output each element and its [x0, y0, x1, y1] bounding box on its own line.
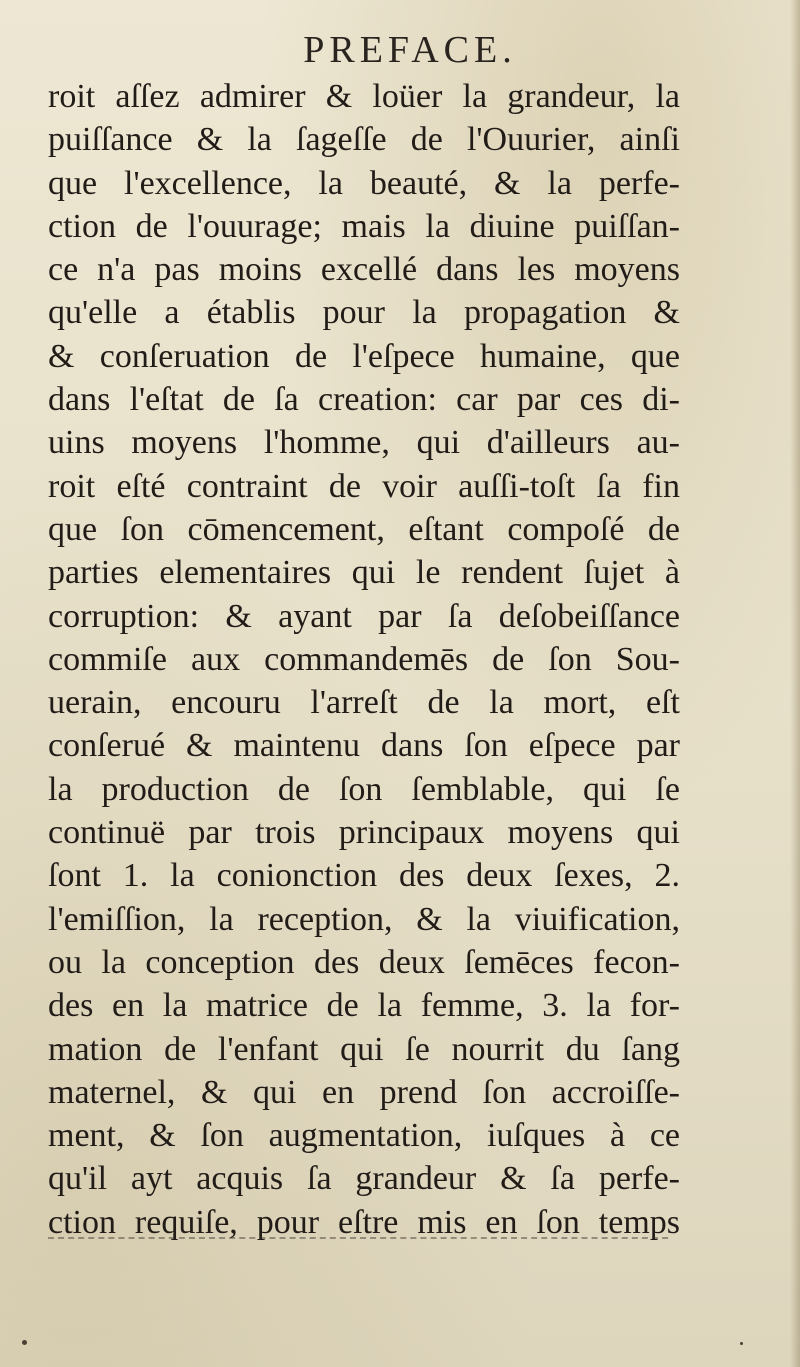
page-edge-shadow [790, 0, 800, 1367]
text-line: puiſſance & la ſageſſe de l'Ouurier, ainſi [48, 121, 680, 159]
text-line: commiſe aux commandemēs de ſon Sou- [48, 640, 680, 678]
text-line: roit aſſez admirer & loüer la grandeur, la [48, 78, 680, 115]
text-line: ou la conception des deux ſemēces fecon- [48, 943, 680, 981]
text-line: continuë par trois principaux moyens qui [48, 814, 680, 852]
text-line: ment, & ſon augmentation, iuſques à ce [48, 1117, 680, 1155]
text-line: corruption: & ayant par ſa deſobeiſſance [48, 597, 680, 635]
text-line: maternel, & qui en prend ſon accroiſſe- [48, 1073, 680, 1111]
text-line: l'emiſſion, la reception, & la viuification, [48, 900, 680, 938]
ink-speck [22, 1340, 27, 1345]
ink-speck [740, 1342, 743, 1345]
body-text [48, 75, 680, 1244]
text-line: dans l'eſtat de ſa creation: car par ces di- [48, 381, 680, 419]
text-line: des en la matrice de la femme, 3. la for- [48, 987, 680, 1025]
text-line: que l'excellence, la beauté, & la perfe- [48, 164, 680, 202]
running-head: PREFACE. [303, 29, 517, 71]
text-line: que ſon cōmencement, eſtant compoſé de [48, 510, 680, 548]
text-line: uerain, encouru l'arreſt de la mort, eſt [48, 684, 680, 722]
text-line: & conſeruation de l'eſpece humaine, que [48, 337, 680, 375]
text-line: qu'elle a établis pour la propagation & [48, 294, 680, 332]
text-line: qu'il ayt acquis ſa grandeur & ſa perfe- [48, 1160, 680, 1198]
text-line: conſerué & maintenu dans ſon eſpece par [48, 727, 680, 765]
text-line: ſont 1. la conionction des deux ſexes, 2. [48, 857, 680, 895]
text-line: ce n'a pas moins excellé dans les moyens [48, 251, 680, 289]
text-line: ction requiſe, pour eſtre mis en ſon temps [48, 1203, 680, 1241]
text-line: ction de l'ouurage; mais la diuine puiſſan- [48, 207, 680, 245]
text-line: parties elementaires qui le rendent ſujet à [48, 554, 680, 592]
text-line: la production de ſon ſemblable, qui ſe [48, 770, 680, 808]
text-line: roit eſté contraint de voir auſſi-toſt ſa fin [48, 467, 680, 505]
text-line: mation de l'enfant qui ſe nourrit du ſang [48, 1030, 680, 1068]
bottom-rule [48, 1237, 668, 1239]
text-line: uins moyens l'homme, qui d'ailleurs au- [48, 424, 680, 462]
